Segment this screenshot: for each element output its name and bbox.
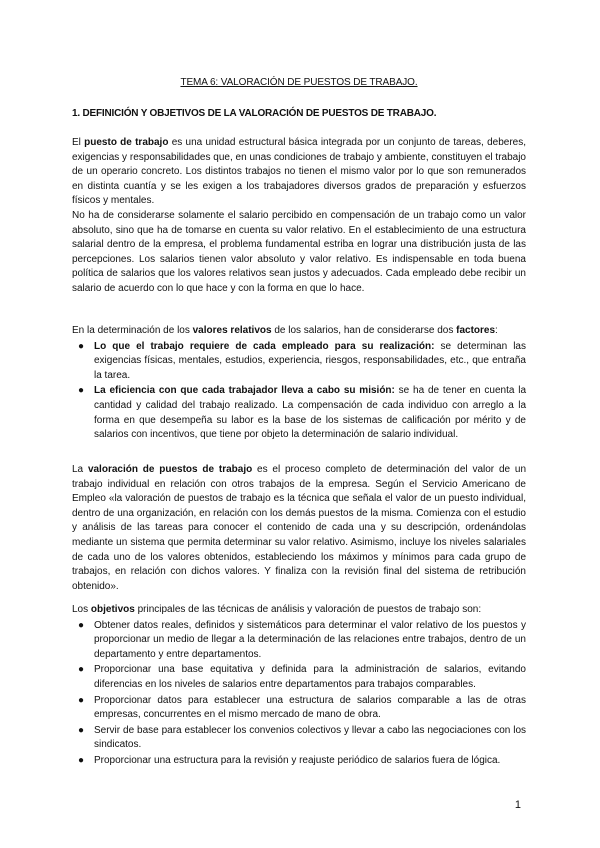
term-puesto-de-trabajo: puesto de trabajo [84, 137, 169, 148]
list-item [72, 340, 526, 384]
bullet-icon: ● [78, 385, 85, 397]
text-run: Los [72, 604, 91, 615]
list-item [72, 694, 526, 723]
valuation-block [72, 463, 526, 594]
definition-block [72, 136, 526, 297]
paragraph-valuation [72, 463, 526, 594]
document-page [72, 0, 526, 848]
factor-text: se ha de tener en cuenta la cantidad y calidad del trabajo realizado. La compensación de cada individuo con arreglo a la forma en que desempeña su labor es la base de los sistemas de calificación por mérito y de salarios con incentivos, que tiene por objeto la determinación de salario individual. [94, 385, 527, 441]
text-run: es una unidad estructural básica integrada por un conjunto de tareas, deberes, exigencias y responsabilidades que, en unas condiciones de trabajo y ambiente, constituyen el trabajo de un operario concreto. Los distintos trabajos no tienen el mismo valor por lo que son remunerados en distinta cuantía y se les exigen a los trabajadores diversos grados de preparación y esfuerzos físicos y mentales. [72, 137, 527, 207]
paragraph-factors-intro [72, 324, 526, 339]
objectives-block [72, 603, 526, 770]
objective-text: Proporcionar una base equitativa y definida para la administración de salarios, evitando diferencias en los niveles de salarios entre departamentos para trabajos comparables. [94, 664, 526, 690]
objective-text: Obtener datos reales, definidos y sistemáticos para determinar el valor relativo de los puestos y proporcionar un medio de llegar a la determinación de las relaciones entre trabajos, dentro de un departamento y entre departamentos. [94, 619, 526, 660]
page-number: 1 [514, 799, 521, 811]
paragraph-definition [72, 136, 526, 209]
list-item [72, 663, 526, 692]
list-item [72, 619, 526, 663]
list-item [72, 384, 526, 442]
term-objetivos: objetivos [90, 604, 135, 615]
factor-text: se determinan las exigencias físicas, mentales, estudios, experiencia, riesgos, responsabilidades, etc., que entraña la tarea. [94, 340, 526, 381]
list-item [72, 724, 526, 753]
text-run: principales de las técnicas de análisis y valoración de puestos de trabajo son: [134, 604, 482, 615]
section-heading: 1. DEFINICIÓN Y OBJETIVOS DE LA VALORACIÓN DE PUESTOS DE TRABAJO. [72, 108, 437, 119]
text-run: es el proceso completo de determinación del valor de un trabajo individual en relación con otros trabajos de la empresa. Según el Servicio Americano de Empleo «la valoración de puestos de trabajo es la técnica que señala el valor de un puesto individual, dentro de una organización, en relación con los demás puestos de la misma. Comienza con el estudio y análisis de las tareas para conocer el contenido de cada una y su descripción, ordenándolas mediante un sistema que permita determinar su valor relativo. Asimismo, incluye los niveles salariales de cada uno de los valores obtenidos, estableciendo los máximos y mínimos para cada grupo de trabajos, en relación con dichos valores. Y finaliza con la revisión final del sistema de retribución obtenido». [72, 464, 527, 592]
term-factores: factores [456, 325, 496, 336]
document-title: TEMA 6: VALORACIÓN DE PUESTOS DE TRABAJO. [180, 77, 418, 88]
bullet-icon: ● [78, 664, 85, 676]
paragraph-objectives-intro [72, 603, 526, 618]
bullet-icon: ● [78, 619, 85, 631]
objective-text: Servir de base para establecer los convenios colectivos y llevar a cabo las negociaciones con los sindicatos. [94, 724, 526, 751]
bullet-icon: ● [78, 754, 85, 766]
term-valoracion: valoración de puestos de trabajo [87, 464, 253, 475]
objective-text: Proporcionar una estructura para la revisión y reajuste periódico de salarios fuera de lógica. [94, 754, 501, 766]
objectives-list [72, 619, 526, 769]
list-item [72, 754, 526, 769]
factors-list [72, 340, 526, 443]
text-run: La [72, 464, 88, 475]
text-run: : [495, 325, 498, 336]
objective-text: Proporcionar datos para establecer una estructura de salarios comparable a las de otras empresas, concurrentes en el mismo mercado de mano de obra. [94, 694, 526, 721]
term-valores-relativos: valores relativos [192, 325, 272, 336]
text-run: de los salarios, han de considerarse dos [271, 325, 457, 336]
bullet-icon: ● [78, 340, 85, 352]
text-run: El [72, 137, 85, 148]
bullet-icon: ● [78, 694, 85, 706]
paragraph-salary-value: No ha de considerarse solamente el salario percibido en compensación de un trabajo como un valor absoluto, sino que ha de tomarse en cuenta su valor relativo. En el establecimiento de una estructura salarial dentro de la empresa, el problema fundamental estriba en lograr una distribución justa de las percepciones. Los salarios tienen valor absoluto y valor relativo. Es indispensable en toda buena política de salarios que los valores relativos sean justos y adecuados. Cada empleado debe recibir un salario de acuerdo con lo que hace y con la forma en que lo hace. [72, 209, 526, 294]
bullet-icon: ● [78, 724, 85, 736]
factor-title: Lo que el trabajo requiere de cada empleado para su realización: [94, 340, 435, 352]
text-run: En la determinación de los [72, 325, 193, 336]
factors-block [72, 324, 526, 444]
factor-title: La eficiencia con que cada trabajador lleva a cabo su misión: [94, 385, 395, 397]
